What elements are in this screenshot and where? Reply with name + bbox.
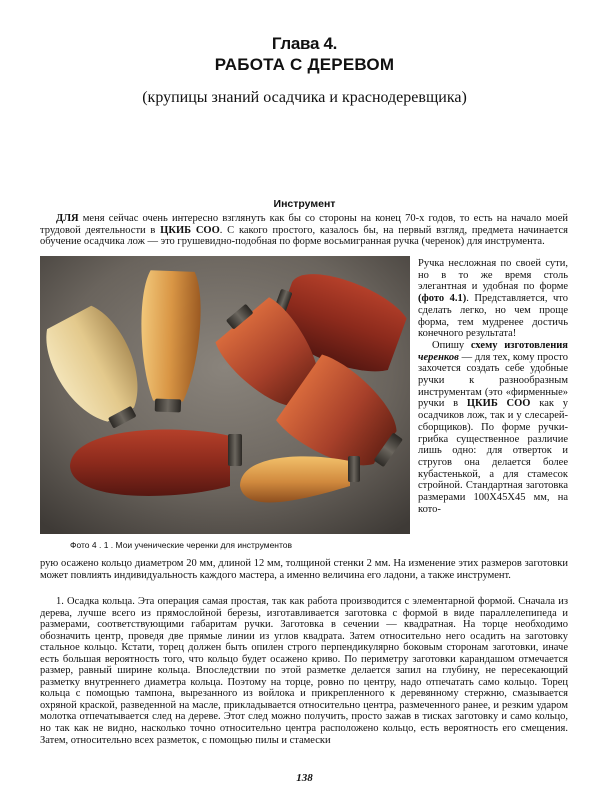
chapter-title: РАБОТА С ДЕРЕВОМ (214, 55, 395, 74)
side-column (418, 258, 568, 515)
section-heading: Инструмент (273, 198, 336, 210)
photo-image (40, 256, 410, 534)
chapter-subtitle: (крупицы знаний осадчика и краснодеревщика) (142, 89, 467, 106)
photo-reference: (фото 4.1) (418, 293, 467, 305)
intro-org: ЦКИБ СОО (160, 224, 220, 236)
col-text-1b: . Представляется, что сделать легко, но чем проще форма, тем мудренее достичь конечного результата! (418, 293, 568, 340)
col-text-2d: — для тех, кому просто захочется создать себе удобные ручки к разнообразным инструментам (это «фирменные» ручки в (418, 351, 568, 410)
scheme-phrase: схему изготовления (470, 339, 568, 351)
col-org: ЦКИБ СОО (466, 398, 531, 410)
col-text-2e: как у осадчиков лож, так и у слесарей-сборщиков). По форме ручки-грибка существенное различие лишь одно: для отверток и стругов она делается более кубастенькой, а для стамесок стройной. Стандартная заготовка размерами 100Х45Х45 мм, на кото- (418, 398, 568, 515)
intro-text-2: . С какого простого, казалось бы, на первый взгляд, предмета начинается обучение осадчика лож — это грушевидно-подобная по форме восьмигранная ручка (черенок) для инструмента. (40, 224, 568, 248)
page-number: 138 (296, 772, 313, 784)
intro-paragraph (40, 213, 568, 248)
intro-text: меня сейчас очень интересно взглянуть как бы со стороны на конец 70-х годов, то есть на начало моей трудовой деятельности в (40, 213, 568, 236)
handles-phrase: черенков (418, 351, 459, 363)
continuation-paragraph: рую осажено кольцо диаметром 20 мм, длиной 12 мм, толщиной стенки 2 мм. На изменение этих размеров заготовки может повлиять индивидуальность каждого мастера, а именно величина его ладони, а также инструмент. (40, 558, 568, 581)
photo-caption: Фото 4 . 1 . Мои ученические черенки для инструментов (70, 540, 293, 550)
chapter-number: Глава 4. (271, 34, 338, 53)
photo-tool-handles (40, 256, 410, 534)
col-text-2a: Опишу (432, 339, 471, 351)
col-text-1a: Ручка несложная по своей сути, но в то же время столь элегантная и удобная по форме (418, 258, 568, 293)
intro-lead-word: ДЛЯ (56, 213, 79, 224)
ring-setting-paragraph: 1. Осадка кольца. Эта операция самая простая, так как работа производится с элементарной формой. Сначала из дерева, лучше всего из прямослойной березы, изготавливается заготовка с формой в виде параллелепипеда и размерами, соответствующими габаритам ручки. Заготовка в сечении — квадратная. На торце необходимо обозначить центр, проведя две прямые линии из углов квадрата. Затем относительно него осадить на заготовку стальное кольцо. Кстати, торец должен быть опилен строго перпендикулярно боковым сторонам заготовки, иначе есть большая вероятность того, что кольцо будет осажено криво. По периметру заготовки карандашом отмечается размер, равный ширине кольца. Впоследствии по этой разметке делается запил на глубину, не пересекающий разметку внутреннего диаметра кольца. Поэтому на торце, ровно по центру, надо отпечатать само кольцо. Торец кольца с помощью тампона, вырезанного из войлока и прикрепленного к деревянному стержню, смазывается охряной краской, разведенной на масле, прикладывается относительно центра, размеченного ранее, и резким ударом молотка отпечатывается след на дереве. Этот след можно получить, просто зажав в тисках заготовку и само кольцо, но так как не видно, насколько точно относительно центра расположено кольцо, есть вероятность его смещения. Затем, относительно всех разметок, с помощью пилы и стамески (40, 596, 568, 746)
